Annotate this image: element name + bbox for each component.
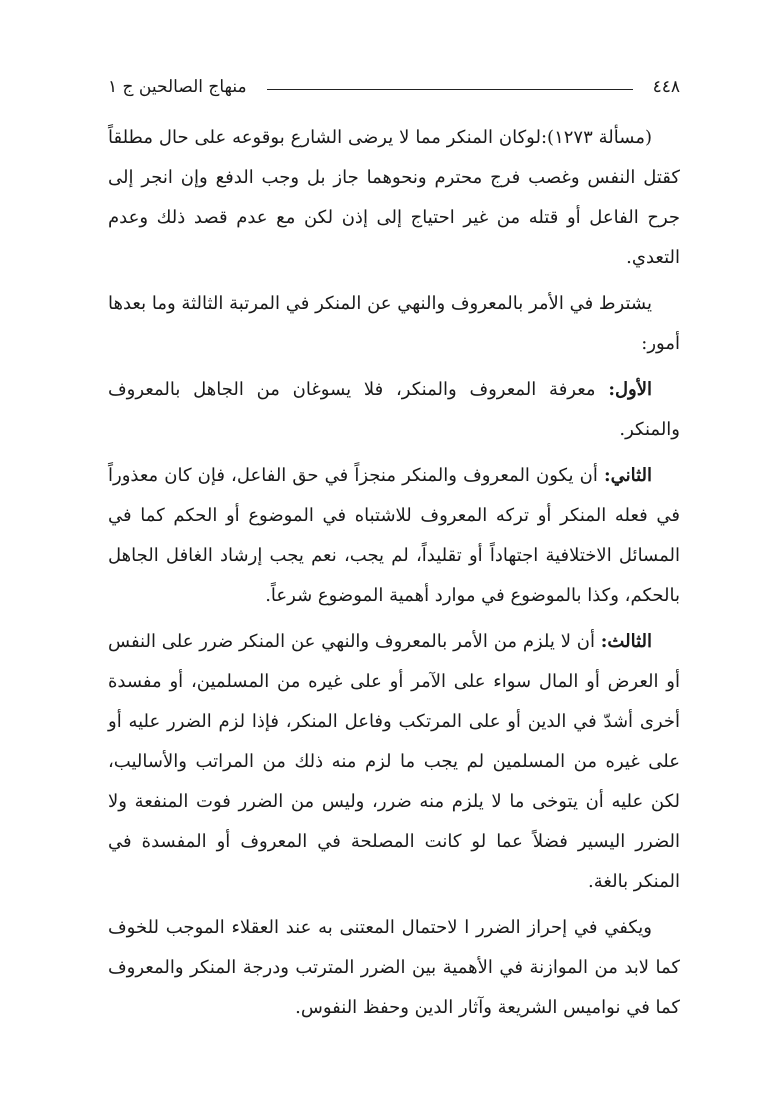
page-body bbox=[108, 118, 680, 1034]
paragraph-condition-third bbox=[108, 622, 680, 902]
condition-first-label: الأول: bbox=[608, 379, 652, 400]
paragraph-issue-1273: (مسألة ١٢٧٣):لوكان المنكر مما لا يرضى الشارع بوقوعه على حال مطلقاً كقتل النفس وغصب فرج محترم ونحوهما جاز بل وجب الدفع وإن انجر إلى جرح الفاعل أو قتله من غير احتياج إلى إذن لكن مع عدم قصد ذلك وعدم التعدي. bbox=[108, 127, 680, 268]
header-rule bbox=[267, 89, 633, 90]
paragraph-conditions-intro: يشترط في الأمر بالمعروف والنهي عن المنكر في المرتبة الثالثة وما بعدها أمور: bbox=[108, 293, 680, 354]
page-number: ٤٤٨ bbox=[652, 77, 680, 97]
paragraph-harm-sufficiency: ويكفي في إحراز الضرر ا لاحتمال المعتنى به عند العقلاء الموجب للخوف كما لابد من الموازنة في الأهمية بين الضرر المترتب ودرجة المنكر والمعروف كما في نواميس الشريعة وآثار الدين وحفظ النفوس. bbox=[108, 917, 680, 1018]
book-title: منهاج الصالحين ج ١ bbox=[108, 77, 247, 97]
condition-third-label: الثالث: bbox=[600, 631, 652, 652]
paragraph-condition-first bbox=[108, 370, 680, 450]
condition-third-text: أن لا يلزم من الأمر بالمعروف والنهي عن المنكر ضرر على النفس أو العرض أو المال سواء على الآمر أو على غيره من المسلمين، أو مفسدة أخرى أشدّ في الدين أو على المرتكب وفاعل المنكر، فإذا لزم الضرر عليه أو على غيره من المسلمين لم يجب ما لزم منه ذلك من المراتب والأساليب، لكن عليه أن يتوخى ما لا يلزم منه ضرر، وليس من الضرر فوت المنفعة ولا الضرر اليسير فضلاً عما لو كانت المصلحة في المعروف أو المفسدة في المنكر بالغة. bbox=[108, 631, 680, 892]
condition-second-text: أن يكون المعروف والمنكر منجزاً في حق الفاعل، فإن كان معذوراً في فعله المنكر أو تركه المعروف للاشتباه في الموضوع أو الحكم كما في المسائل الاختلافية اجتهاداً أو تقليداً، لم يجب، نعم يجب إرشاد الغافل الجاهل بالحكم، وكذا بالموضوع في موارد أهمية الموضوع شرعاً. bbox=[108, 465, 680, 606]
page-header bbox=[108, 72, 680, 102]
condition-first-text: معرفة المعروف والمنكر، فلا يسوغان من الجاهل بالمعروف والمنكر. bbox=[108, 379, 680, 440]
paragraph-condition-second bbox=[108, 456, 680, 616]
condition-second-label: الثاني: bbox=[603, 465, 652, 486]
